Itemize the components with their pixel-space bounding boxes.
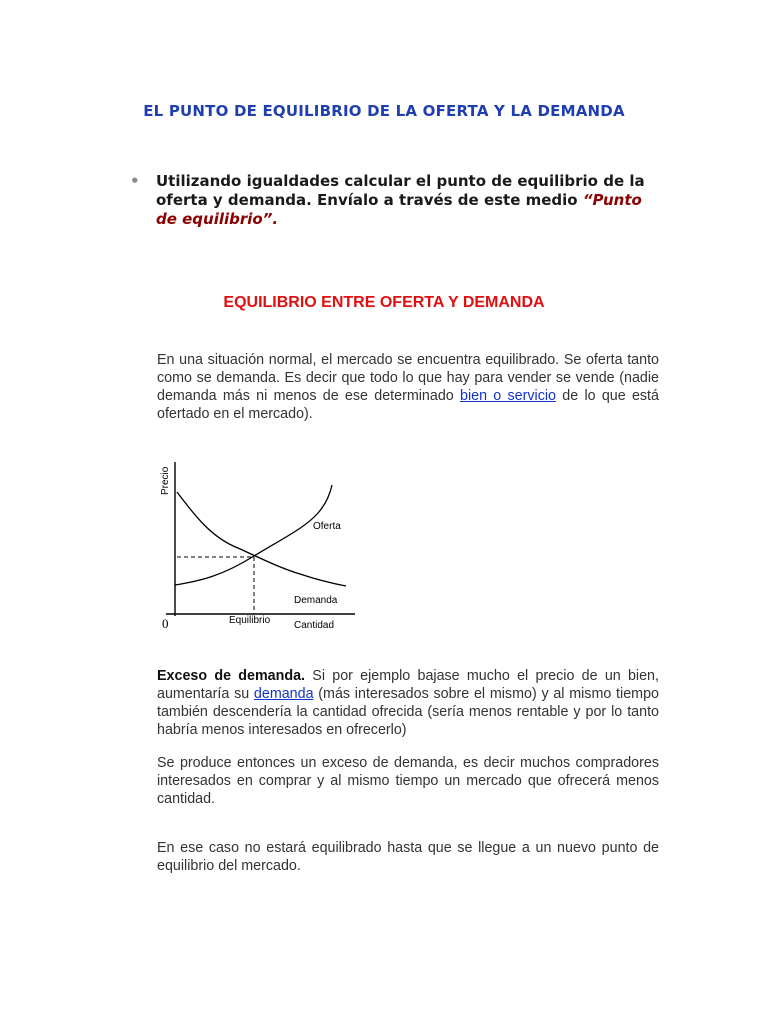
intro-text-after: de lo que está ofertado en el mercado). xyxy=(157,388,659,422)
excess-text-before: Si por ejemplo bajase mucho el precio de un bien, aumentaría su xyxy=(157,668,659,702)
intro-paragraph xyxy=(157,351,659,423)
oferta-label: Oferta xyxy=(313,521,341,532)
chart-svg xyxy=(150,458,360,636)
intro-text-before: En una situación normal, el mercado se encuentra equilibrado. Se oferta tanto como se demanda. Es decir que todo lo que hay para vender se vende (nadie demanda más ni menos de ese determinado xyxy=(157,352,659,404)
supply-demand-chart xyxy=(150,458,360,636)
bullet-marker: • xyxy=(130,172,140,190)
task-emphasis: “Punto de equilibrio”. xyxy=(156,191,642,228)
new-equilibrium-paragraph: En ese caso no estará equilibrado hasta que se llegue a un nuevo punto de equilibrio del mercado. xyxy=(157,840,659,874)
task-text: Utilizando igualdades calcular el punto de equilibrio de la oferta y demanda. Envíalo a través de este medio xyxy=(156,172,645,209)
y-axis-label: Precio xyxy=(160,466,171,495)
origin-label: 0 xyxy=(162,616,169,631)
demanda-curve xyxy=(177,492,346,586)
excess-lead: Exceso de demanda. xyxy=(157,668,306,684)
bien-servicio-link[interactable]: bien o servicio xyxy=(460,388,556,404)
excess-consequence-paragraph: Se produce entonces un exceso de demanda, es decir muchos compradores interesados en comprar y al mismo tiempo un mercado que ofrecerá menos cantidad. xyxy=(157,755,659,807)
excess-demand-paragraph xyxy=(157,667,659,739)
demanda-link[interactable]: demanda xyxy=(253,686,314,702)
oferta-curve xyxy=(175,485,332,585)
excess-text-after: (más interesados sobre el mismo) y al mismo tiempo también descendería la cantidad ofrecida (sería menos rentable y por lo tanto habría menos interesados en ofrecerlo) xyxy=(157,686,659,738)
demanda-label: Demanda xyxy=(294,595,338,606)
section-heading: EQUILIBRIO ENTRE OFERTA Y DEMANDA xyxy=(223,294,545,311)
equilibrium-label: Equilibrio xyxy=(229,615,271,626)
task-text-block xyxy=(156,172,656,229)
x-axis-label: Cantidad xyxy=(294,620,335,631)
page-title: EL PUNTO DE EQUILIBRIO DE LA OFERTA Y LA DEMANDA xyxy=(143,102,625,120)
